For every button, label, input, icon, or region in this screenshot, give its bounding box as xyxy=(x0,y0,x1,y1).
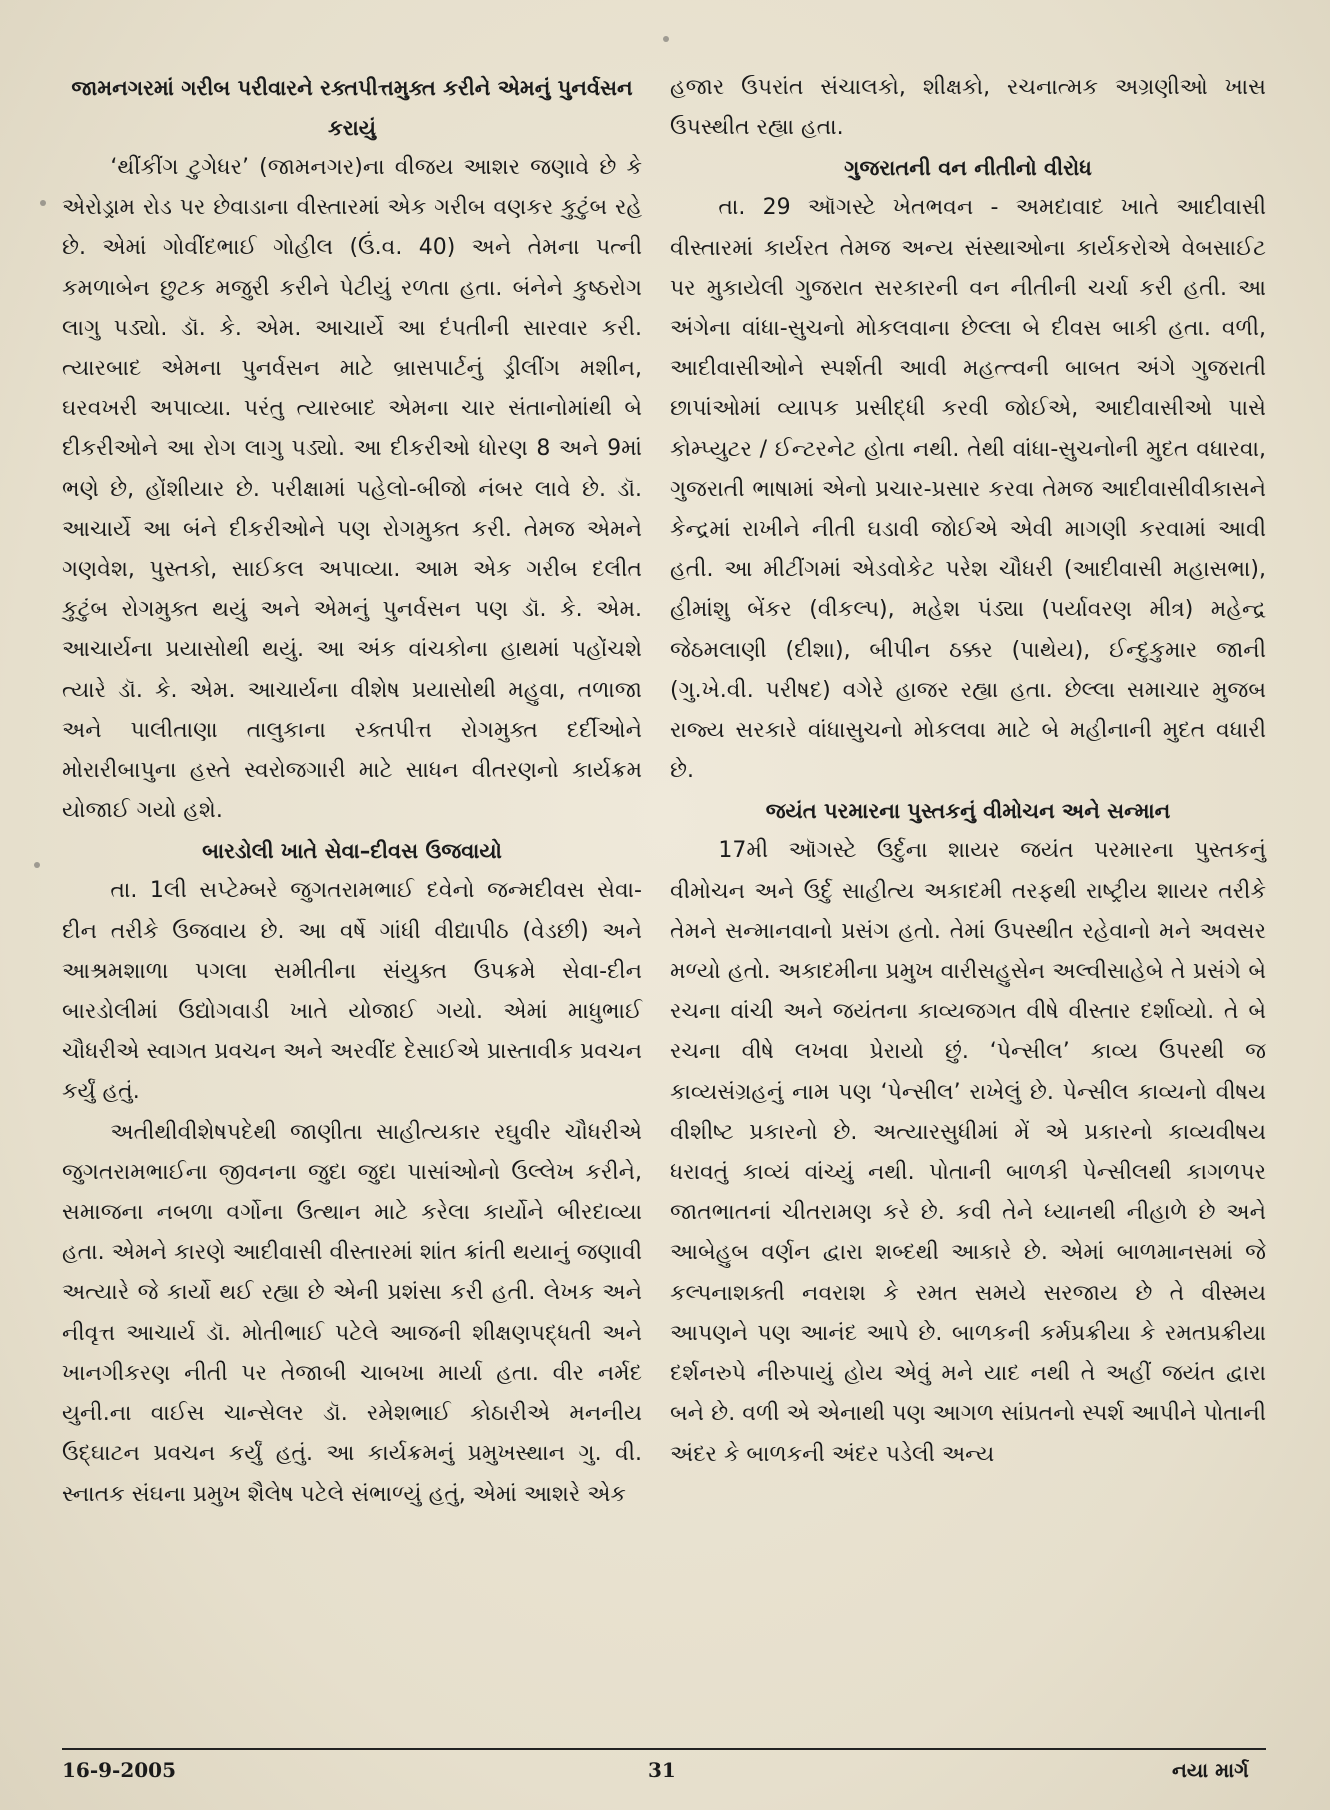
article-body-forest-policy: તા. 29 ઑગસ્ટે ખેતભવન - અમદાવાદ ખાતે આદીવાસી વીસ્તારમાં કાર્યરત તેમજ અન્ય સંસ્થાઓના કાર્યકરોએ વેબસાઈટ પર મુકાયેલી ગુજરાત સરકારની વન નીતીની ચર્ચા કરી હતી. આ અંગેના વાંધા-સુચનો મોકલવાના છેલ્લા બે દીવસ બાકી હતા. વળી, આદીવાસીઓને સ્પર્શતી આવી મહત્ત્વની બાબત અંગે ગુજરાતી છાપાંઓમાં વ્યાપક પ્રસીદ્ધી કરવી જોઈએ, આદીવાસીઓ પાસે કોમ્પ્યુટર / ઈન્ટરનેટ હોતા નથી. તેથી વાંધા-સુચનોની મુદત વધારવા, ગુજરાતી ભાષામાં એનો પ્રચાર-પ્રસાર કરવા તેમજ આદીવાસીવીકાસને કેન્દ્રમાં રાખીને નીતી ઘડાવી જોઈએ એવી માગણી કરવામાં આવી હતી. આ મીટીંગમાં એડવોકેટ પરેશ ચૌધરી (આદીવાસી મહાસભા), હીમાંશુ બેંકર (વીકલ્પ), મહેશ પંડ્યા (પર્યાવરણ મીત્ર) મહેન્દ્ર જેઠમલાણી (દીશા), બીપીન ઠક્કર (પાથેય), ઈન્દુકુમાર જાની (ગુ.ખે.વી. પરીષદ) વગેરે હાજર રહ્યા હતા. છેલ્લા સમાચાર મુજબ રાજ્ય સરકારે વાંધાસુચનો મોકલવા માટે બે મહીનાની મુદત વધારી છે. xyxy=(670,195,1266,784)
print-speck xyxy=(40,200,46,206)
magazine-name: નયા માર્ગ xyxy=(1172,1758,1249,1782)
print-speck xyxy=(663,36,669,42)
article-heading-bardoli: બારડોલી ખાતે સેવા–દીવસ ઉજવાયો xyxy=(202,839,502,864)
print-speck xyxy=(34,862,40,868)
article-body-book-release: 17મી ઑગસ્ટે ઉર્દુના શાયર જયંત પરમારના પુસ્તકનું વીમોચન અને ઉર્દુ સાહીત્ય અકાદમી તરફથી રાષ્ટ્રીય શાયર તરીકે તેમને સન્માનવાનો પ્રસંગ હતો. તેમાં ઉપસ્થીત રહેવાનો મને અવસર મળ્યો હતો. અકાદમીના પ્રમુખ વારીસહુસેન અલ્વીસાહેબે તે પ્રસંગે બે રચના વાંચી અને જયંતના કાવ્યજગત વીષે વીસ્તાર દર્શાવ્યો. તે બે રચના વીષે લખવા પ્રેરાયો છું. ‘પેન્સીલ’ કાવ્ય ઉપરથી જ કાવ્યસંગ્રહનું નામ પણ ‘પેન્સીલ’ રાખેલું છે. પેન્સીલ કાવ્યનો વીષય વીશીષ્ટ પ્રકારનો છે. અત્યારસુધીમાં મેં એ પ્રકારનો કાવ્યવીષય ધરાવતું કાવ્યં વાંચ્યું નથી. પોતાની બાળકી પેન્સીલથી કાગળપર જાતભાતનાં ચીતરામણ કરે છે. કવી તેને ધ્યાનથી નીહાળે છે અને આબેહુબ વર્ણન દ્વારા શબ્દથી આકારે છે. એમાં બાળમાનસમાં જે કલ્પનાશક્તી નવરાશ કે રમત સમયે સરજાય છે તે વીસ્મય આપણને પણ આનંદ આપે છે. બાળકની કર્મપ્રક્રીયા કે રમતપ્રક્રીયા દર્શનરુપે નીરુપાયું હોય એવું મને યાદ નથી તે અહીં જયંત દ્વારા બને છે. વળી એ એનાથી પણ આગળ સાંપ્રતનો સ્પર્શ આપીને પોતાની અંદર કે બાળકની અંદર પડેલી અન્ય xyxy=(670,838,1266,1467)
left-column xyxy=(62,68,642,1515)
footer-date: 16-9-2005 xyxy=(62,1758,177,1782)
page-number: 31 xyxy=(648,1758,676,1782)
article-body-bardoli-2: અતીથીવીશેષપદેથી જાણીતા સાહીત્યકાર રઘુવીર ચૌધરીએ જુગતરામભાઈના જીવનના જુદા જુદા પાસાંઓનો ઉલ્લેખ કરીને, સમાજના નબળા વર્ગોના ઉત્થાન માટે કરેલા કાર્યોને બીરદાવ્યા હતા. એમને કારણે આદીવાસી વીસ્તારમાં શાંત ક્રાંતી થયાનું જણાવી અત્યારે જે કાર્યો થઈ રહ્યા છે એની પ્રશંસા કરી હતી. લેખક અને નીવૃત્ત આચાર્ય ડૉ. મોતીભાઈ પટેલે આજની શીક્ષણપદ્ધતી અને ખાનગીકરણ નીતી પર તેજાબી ચાબખા માર્યા હતા. વીર નર્મદ યુની.ના વાઈસ ચાન્સેલર ડૉ. રમેશભાઈ કોઠારીએ મનનીય ઉદ્ઘાટન પ્રવચન કર્યું હતું. આ કાર્યક્રમનું પ્રમુખસ્થાન ગુ. વી. સ્નાતક સંઘના પ્રમુખ શૈલેષ પટેલે સંભાળ્યું હતું, એમાં આશરે એક xyxy=(62,1119,642,1507)
article-heading-book-release: જયંત પરમારના પુસ્તકનું વીમોચન અને સન્માન xyxy=(765,799,1171,824)
article-body-continued: હજાર ઉપરાંત સંચાલકો, શીક્ષકો, રચનાત્મક અગ્રણીઓ ખાસ ઉપસ્થીત રહ્યા હતા. xyxy=(670,75,1266,141)
article-body-bardoli-1: તા. 1લી સપ્ટેમ્બરે જુગતરામભાઈ દવેનો જન્મદીવસ સેવા-દીન તરીકે ઉજવાય છે. આ વર્ષે ગાંધી વીદ્યાપીઠ (વેડછી) અને આશ્રમશાળા પગલા સમીતીના સંયુક્ત ઉપક્રમે સેવા-દીન બારડોલીમાં ઉદ્યોગવાડી ખાતે યોજાઈ ગયો. એમાં માધુભાઈ ચૌધરીએ સ્વાગત પ્રવચન અને અરવીંદ દેસાઈએ પ્રાસ્તાવીક પ્રવચન કર્યું હતું. xyxy=(62,878,642,1105)
article-heading-leprosy: જામનગરમાં ગરીબ પરીવારને રક્તપીત્તમુક્ત કરીને એમનું પુનર્વસન કરાયું xyxy=(71,76,633,140)
right-column xyxy=(670,68,1266,1475)
article-heading-forest-policy: ગુજરાતની વન નીતીનો વીરોધ xyxy=(844,156,1092,181)
footer-divider xyxy=(62,1748,1266,1750)
article-body-leprosy: ‘થીંકીંગ ટુગેધર’ (જામનગર)ના વીજય આશર જણાવે છે કે એરોડ્રામ રોડ પર છેવાડાના વીસ્તારમાં એક ગરીબ વણકર કુટુંબ રહે છે. એમાં ગોવીંદભાઈ ગોહીલ (ઉં.વ. 40) અને તેમના પત્ની કમળાબેન છુટક મજુરી કરીને પેટીયું રળતા હતા. બંનેને કુષ્ઠરોગ લાગુ પડ્યો. ડૉ. કે. એમ. આચાર્યે આ દંપતીની સારવાર કરી. ત્યારબાદ એમના પુનર્વસન માટે બ્રાસપાર્ટનું ડ્રીલીંગ મશીન, ઘરવખરી અપાવ્યા. પરંતુ ત્યારબાદ એમના ચાર સંતાનોમાંથી બે દીકરીઓને આ રોગ લાગુ પડ્યો. આ દીકરીઓ ધોરણ 8 અને 9માં ભણે છે, હોંશીયાર છે. પરીક્ષામાં પહેલો-બીજો નંબર લાવે છે. ડૉ. આચાર્યે આ બંને દીકરીઓને પણ રોગમુક્ત કરી. તેમજ એમને ગણવેશ, પુસ્તકો, સાઈકલ અપાવ્યા. આમ એક ગરીબ દલીત કુટુંબ રોગમુક્ત થયું અને એમનું પુનર્વસન પણ ડૉ. કે. એમ. આચાર્યના પ્રયાસોથી થયું. આ અંક વાંચકોના હાથમાં પહોંચશે ત્યારે ડૉ. કે. એમ. આચાર્યના વીશેષ પ્રયાસોથી મહુવા, તળાજા અને પાલીતાણા તાલુકાના રક્તપીત્ત રોગમુક્ત દર્દીઓને મોરારીબાપુના હસ્તે સ્વરોજગારી માટે સાધન વીતરણનો કાર્યક્રમ યોજાઈ ગયો હશે. xyxy=(62,155,642,824)
